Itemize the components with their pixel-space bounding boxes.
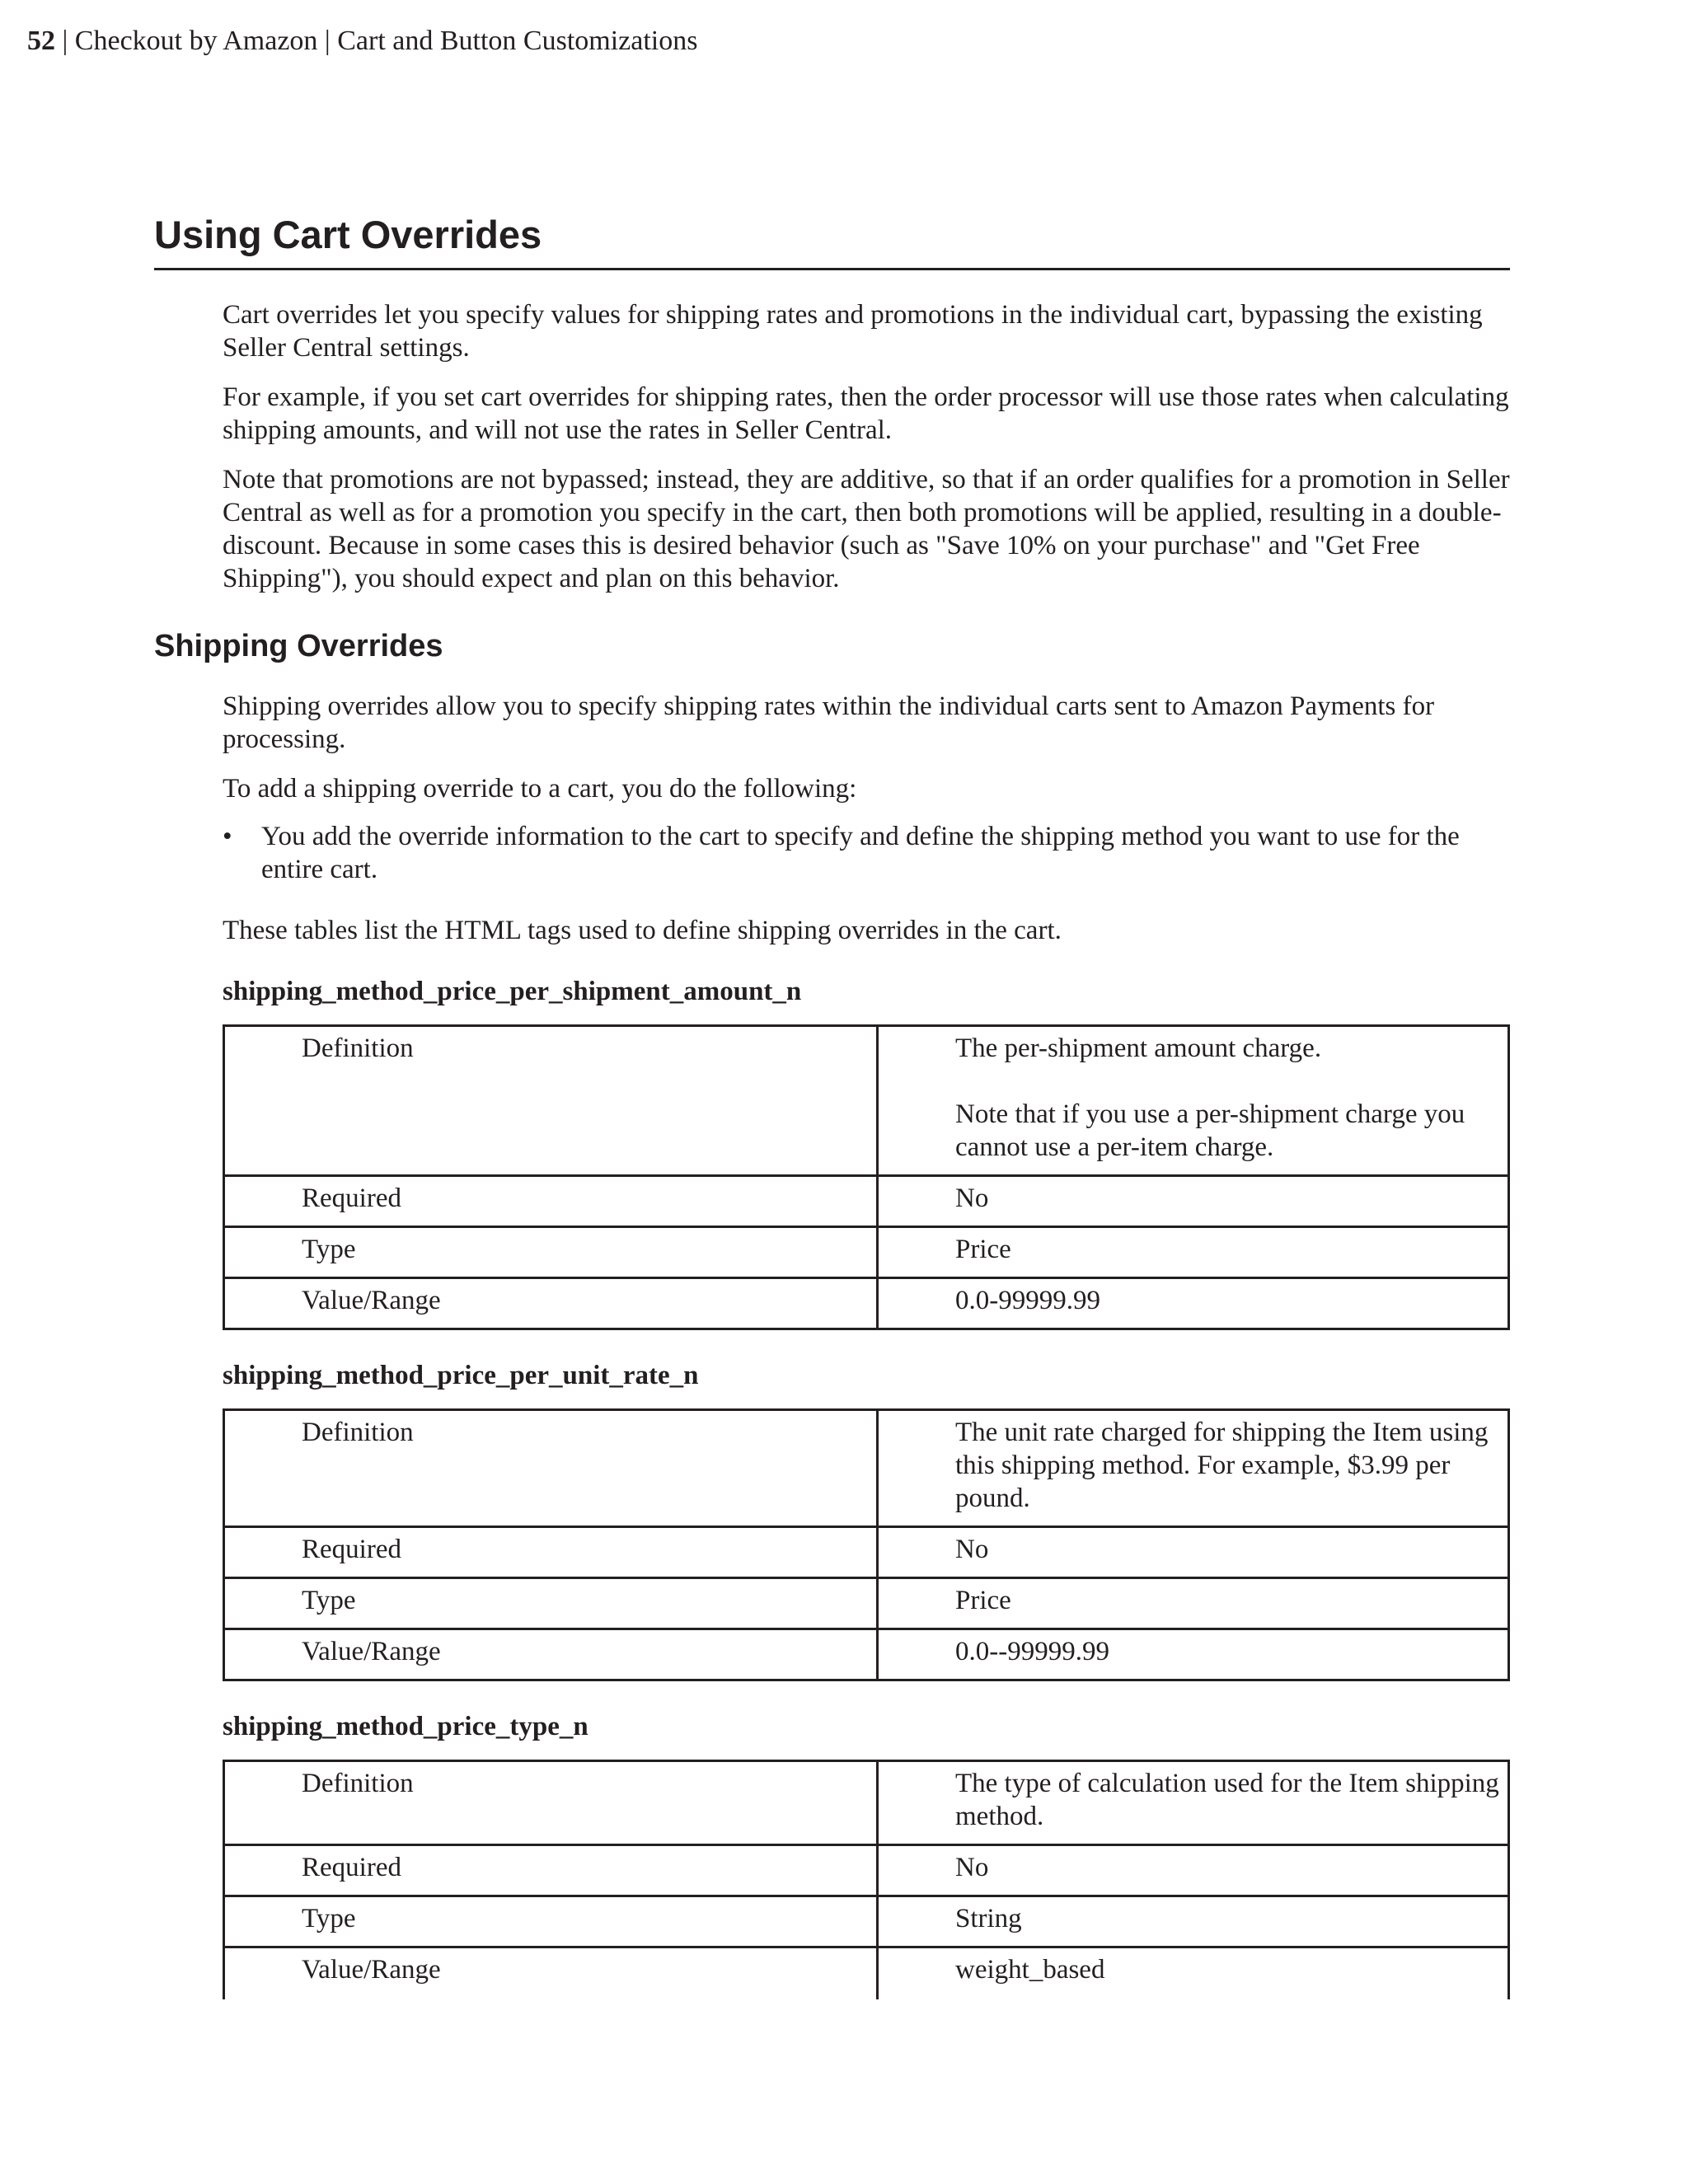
table-key-cell: Required: [224, 1176, 878, 1227]
table-value-cell: weight_based: [878, 1947, 1509, 2000]
table-key-cell: Type: [224, 1896, 878, 1947]
steps-list: [223, 820, 1510, 886]
table-row: [224, 1761, 1509, 1845]
section-title: Using Cart Overrides: [154, 210, 1510, 270]
note-paragraph: Note that promotions are not bypassed; instead, they are additive, so that if an order qualifies for a promotion in Seller Central as well as for a promotion you specify in the cart, then both promotions will be applied, resulting in a double-discount. Because in some cases this is desired behavior (such as "Save 10% on your purchase" and "Get Free Shipping"), you should expect and plan on this behavior.: [223, 465, 1510, 593]
table-key-cell: Value/Range: [224, 1629, 878, 1680]
table-key-cell: Value/Range: [224, 1947, 878, 2000]
table-row: [224, 1278, 1509, 1329]
section-body: [223, 298, 1510, 595]
table-value-cell: 0.0-99999.99: [878, 1278, 1509, 1329]
list-item-text: You add the override information to the cart to specify and define the shipping method you want to use for the entire cart.: [261, 822, 1460, 884]
table-value-cell: The type of calculation used for the Item shipping method.: [878, 1761, 1509, 1845]
steps-intro-paragraph: To add a shipping override to a cart, you do the following:: [223, 774, 857, 804]
table-value-cell: No: [878, 1527, 1509, 1578]
tag-heading: shipping_method_price_type_n: [223, 1712, 588, 1741]
table-row: [224, 1629, 1509, 1680]
table-row: [224, 1227, 1509, 1278]
table-key-cell: Type: [224, 1578, 878, 1629]
table-value-cell: The unit rate charged for shipping the Item using this shipping method. For example, $3.99 per pound.: [878, 1410, 1509, 1527]
table-row: [224, 1026, 1509, 1176]
attribute-table: [223, 1760, 1510, 1999]
table-value-cell: String: [878, 1896, 1509, 1947]
table-key-cell: Required: [224, 1527, 878, 1578]
table-key-cell: Required: [224, 1845, 878, 1896]
table-key-cell: Definition: [224, 1410, 878, 1527]
table-value-cell: Price: [878, 1578, 1509, 1629]
table-row: [224, 1176, 1509, 1227]
tag-heading: shipping_method_price_per_unit_rate_n: [223, 1361, 699, 1390]
page-content: [154, 210, 1510, 1999]
definition-note: Note that if you use a per-shipment charge you cannot use a per-item charge.: [955, 1099, 1465, 1162]
table-row: [224, 1578, 1509, 1629]
table-row: [224, 1896, 1509, 1947]
bullet-icon: •: [223, 822, 232, 851]
definition-text: The per-shipment amount charge.: [955, 1033, 1322, 1063]
table-value-cell: [878, 1026, 1509, 1176]
intro-paragraph: Cart overrides let you specify values for shipping rates and promotions in the individual cart, bypassing the existing Seller Central settings.: [223, 300, 1483, 363]
attribute-table: [223, 1408, 1510, 1681]
table-row: [224, 1845, 1509, 1896]
table-value-cell: Price: [878, 1227, 1509, 1278]
tag-heading: shipping_method_price_per_shipment_amount_n: [223, 977, 802, 1006]
table-key-cell: Definition: [224, 1761, 878, 1845]
page-number: 52: [27, 26, 55, 56]
shipping-intro-paragraph: Shipping overrides allow you to specify shipping rates within the individual carts sent to Amazon Payments for processing.: [223, 691, 1435, 754]
tables-intro-paragraph: These tables list the HTML tags used to define shipping overrides in the cart.: [223, 916, 1062, 945]
table-value-cell: No: [878, 1176, 1509, 1227]
example-paragraph: For example, if you set cart overrides for shipping rates, then the order processor will use those rates when calculating shipping amounts, and will not use the rates in Seller Central.: [223, 382, 1509, 445]
table-key-cell: Definition: [224, 1026, 878, 1176]
table-value-cell: No: [878, 1845, 1509, 1896]
list-item: [223, 820, 1510, 886]
table-row: [224, 1410, 1509, 1527]
subsection-body: [223, 690, 1510, 1999]
table-key-cell: Type: [224, 1227, 878, 1278]
running-header: [27, 23, 697, 59]
subsection-title: Shipping Overrides: [154, 629, 443, 663]
table-value-cell: 0.0--99999.99: [878, 1629, 1509, 1680]
table-key-cell: Value/Range: [224, 1278, 878, 1329]
running-title: | Checkout by Amazon | Cart and Button Customizations: [55, 26, 698, 56]
table-row: [224, 1947, 1509, 2000]
table-row: [224, 1527, 1509, 1578]
attribute-table: [223, 1024, 1510, 1330]
